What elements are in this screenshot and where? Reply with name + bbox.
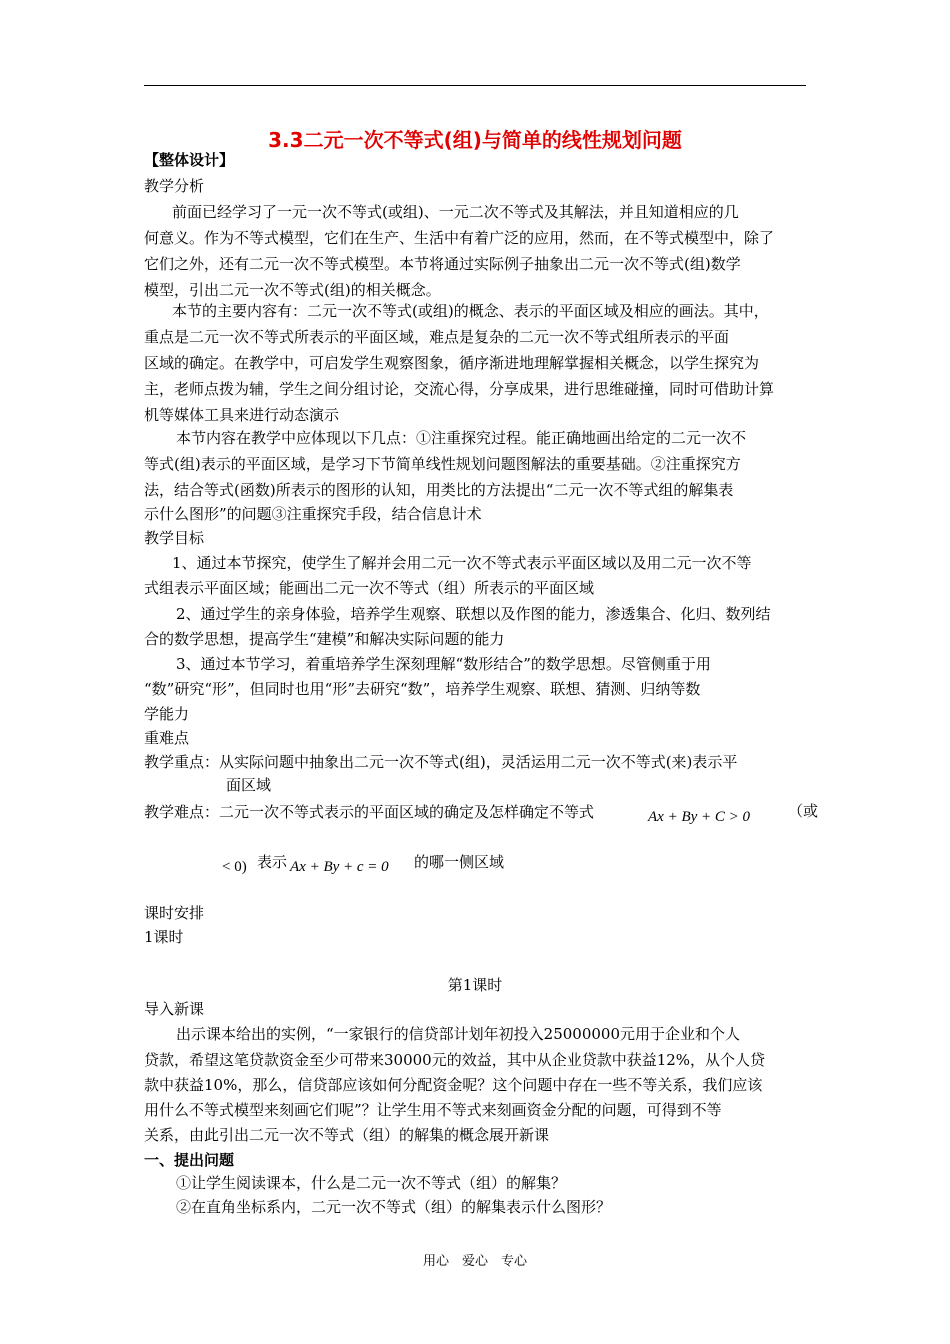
intro-line: 款中获益10%，那么，信贷部应该如何分配资金呢？这个问题中存在一些不等关系，我们应该 [144, 1076, 763, 1094]
heading-key: 重难点 [144, 729, 190, 747]
paragraph-line: 何意义。作为不等式模型，它们在生产、生活中有着广泛的应用，然而，在不等式模型中，除了 [144, 229, 775, 247]
paragraph-line: 法，结合等式(函数)所表示的图形的认知，用类比的方法提出“二元一次不等式组的解集表 [144, 481, 734, 499]
question-2: ②在直角坐标系内，二元一次不等式（组）的解集表示什么图形？ [176, 1198, 612, 1216]
goal-line: 1、通过本节探究，使学生了解并会用二元一次不等式表示平面区域以及用二元一次不等 [172, 554, 752, 572]
paragraph-line: 本节内容在教学中应体现以下几点：①注重探究过程。能正确地画出给定的二元一次不 [176, 429, 747, 447]
goal-line: 2、通过学生的亲身体验，培养学生观察、联想以及作图的能力，渗透集合、化归、数列结 [176, 605, 771, 623]
question-1: ①让学生阅读课本，什么是二元一次不等式（组）的解集？ [176, 1174, 567, 1192]
intro-line: 关系，由此引出二元一次不等式（组）的解集的概念展开新课 [144, 1126, 550, 1144]
paragraph-line: 前面已经学习了一元一次不等式(或组)、一元二次不等式及其解法，并且知道相应的几 [172, 203, 739, 221]
goal-line: “数”研究“形”，但同时也用“形”去研究“数”，培养学生观察、联想、猜测、归纳等数 [144, 680, 701, 698]
lesson-heading: 第1课时 [447, 976, 503, 994]
paragraph-line: 本节的主要内容有：二元一次不等式(或组)的概念、表示的平面区域及相应的画法。其中， [172, 302, 769, 320]
intro-line: 用什么不等式模型来刻画它们呢”？让学生用不等式来刻画资金分配的问题，可得到不等 [144, 1101, 722, 1119]
paragraph-line: 机等媒体工具来进行动态演示 [144, 406, 340, 424]
paragraph-line: 主，老师点拨为辅，学生之间分组讨论，交流心得，分享成果，进行思维碰撞，同时可借助计算 [144, 380, 775, 398]
key-point-cont: 面区域 [226, 776, 272, 794]
heading-intro: 导入新课 [144, 1000, 205, 1018]
paragraph-line: 重点是二元一次不等式所表示的平面区域，难点是复杂的二元一次不等式组所表示的平面 [144, 328, 730, 346]
inequality-formula: Ax + By + C > 0 [648, 809, 751, 825]
goal-line: 学能力 [144, 705, 190, 723]
paragraph-line: 等式(组)表示的平面区域，是学习下节简单线性规划问题图解法的重要基础。②注重探究方 [144, 455, 741, 473]
paragraph-line: 它们之外，还有二元一次不等式模型。本节将通过实际例子抽象出二元一次不等式(组)数学 [144, 255, 741, 273]
difficult-or: （或 [788, 802, 819, 820]
key-point: 教学重点：从实际问题中抽象出二元一次不等式(组)，灵活运用二元一次不等式(来)表示平 [144, 753, 738, 771]
heading-problem: 一、提出问题 [144, 1151, 235, 1169]
goal-line: 合的数学思想，提高学生“建模”和解决实际问题的能力 [144, 630, 505, 648]
goal-line: 3、通过本节学习，着重培养学生深刻理解“数形结合”的数学思想。尽管侧重于用 [176, 655, 711, 673]
less-than-zero: < 0) [222, 859, 247, 875]
section-heading-design: 【整体设计】 [144, 151, 235, 169]
intro-line: 贷款，希望这笔贷款资金至少可带来30000元的效益，其中从企业贷款中获益12%，从个人贷 [144, 1051, 766, 1069]
difficult-prefix: 教学难点：二元一次不等式表示的平面区域的确定及怎样确定不等式 [144, 803, 595, 821]
paragraph-line: 区域的确定。在教学中，可启发学生观察图象，循序渐进地理解掌握相关概念，以学生探究为 [144, 354, 760, 372]
page-footer: 用心 爱心 专心 [422, 1254, 527, 1269]
intro-line: 出示课本给出的实例，“一家银行的信贷部计划年初投入25000000元用于企业和个人 [176, 1025, 741, 1043]
heading-schedule: 课时安排 [144, 904, 205, 922]
difficult-suffix: 的哪一侧区域 [414, 853, 505, 871]
document-title: 3.3二元一次不等式(组)与简单的线性规划问题 [268, 128, 682, 152]
paragraph-line: 模型，引出二元一次不等式(组)的相关概念。 [144, 281, 441, 299]
paragraph-line: 示什么图形”的问题③注重探究手段，结合信息计术 [144, 505, 482, 523]
goal-line: 式组表示平面区域；能画出二元一次不等式（组）所表示的平面区域 [144, 579, 595, 597]
heading-goals: 教学目标 [144, 529, 205, 547]
header-rule [144, 85, 806, 86]
schedule-value: 1课时 [144, 928, 184, 946]
difficult-shows: 表示 [257, 853, 288, 871]
heading-analysis: 教学分析 [144, 177, 205, 195]
line-equation: Ax + By + c = 0 [290, 859, 389, 875]
